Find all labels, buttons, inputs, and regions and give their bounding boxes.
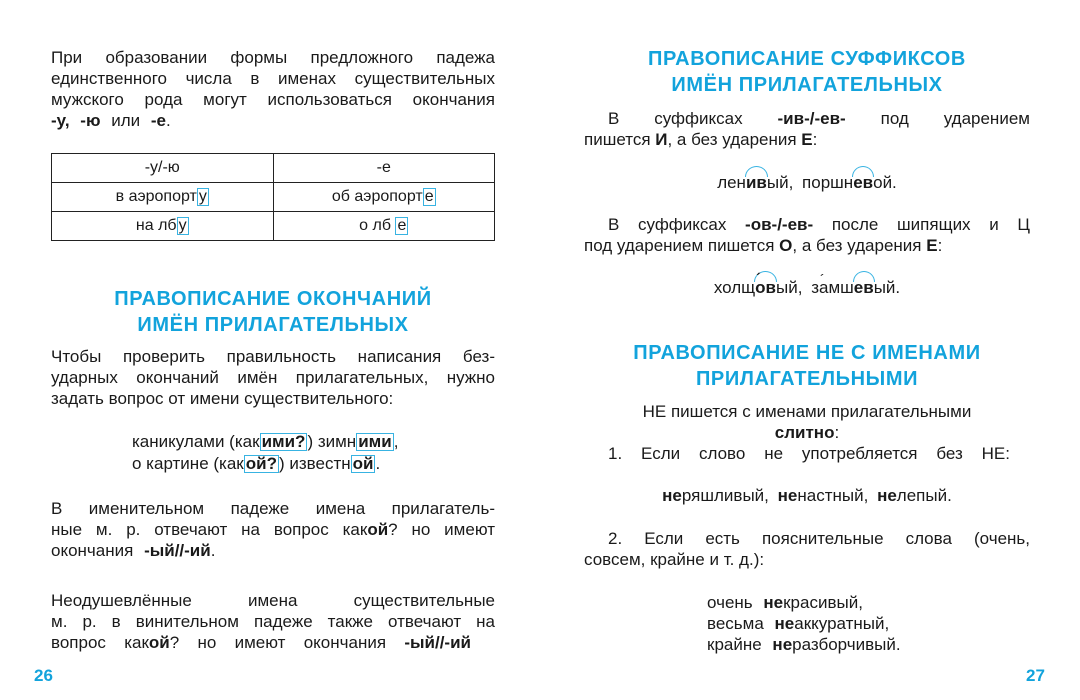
table-cell [52,183,274,212]
bold-ending: ой [367,520,389,539]
example-line-2 [132,453,512,474]
example-text: лепый. [896,486,952,505]
table-row [52,212,495,241]
page-number-left: 26 [34,666,53,685]
intro-line-1: При образовании формы предложного падежа [51,48,495,67]
example-text: ой. [873,173,897,192]
intro-dot: . [166,111,171,130]
example-text: ) зимн [307,432,357,451]
example-text: разборчивый. [792,635,901,654]
endings-table [51,153,495,241]
table-cell [273,212,495,241]
rule-text: В суффиксах [608,215,727,234]
bold-suffix: -ов-/-ев- [745,215,814,234]
nominative-text: ные м. р. отвечают на вопрос как [51,520,368,539]
cell-stem: на лб [135,217,177,234]
bold-suffix: -ив-/-ев- [777,109,846,128]
adverb: крайне [707,635,762,654]
bold-ending: -ый//-ий [144,541,211,560]
ne-point-1: 1. Если слово не употребляется без НЕ: [608,444,1010,463]
ne-rule-line-2 [584,422,1030,443]
example-text: настный, [797,486,869,505]
bold-letter: Е [801,130,813,149]
nominative-text: ? но имеют [388,520,495,539]
rule-text: , а без ударения [667,130,797,149]
bold-ending: ой [148,633,170,652]
ov-rule-line-2 [584,235,1030,256]
boxed-ending: ими? [261,432,306,451]
example-text: аккуратный, [794,614,890,633]
rule-text: под ударением [880,109,1030,128]
rule-text: после шипящих и Ц [831,215,1030,234]
ne-example-2-3 [707,634,1007,655]
table-header-row [52,154,495,183]
bold-prefix: не [763,593,784,612]
adverb: очень [707,593,753,612]
nominative-line-1: В именительном падеже имена прилагатель- [51,499,495,518]
example-text: ый, [766,173,794,192]
check-line-3: задать вопрос от имени существительного: [51,389,394,408]
section-heading-ne [584,340,1030,392]
example-text: ) известн [278,454,351,473]
bold-ending: -ый//-ий [404,633,471,652]
ne-point-2-line-1: 2. Если есть пояснительные слова (очень, [608,529,1030,548]
boxed-ending: ими [358,432,392,451]
rule-text: : [937,236,943,255]
iv-rule-line-1 [608,108,1030,129]
intro-line-3: мужского рода могут использоваться окончания [51,90,495,109]
table-header-cell: -у/-ю [52,154,274,183]
example-text: о картине (как [132,454,244,473]
heading-line: ИМЁН ПРИЛАГАТЕЛЬНЫХ [137,314,409,336]
nominative-text: . [210,541,216,560]
section-heading-endings [51,286,495,338]
ne-examples-1 [584,485,1030,506]
table-header-cell: -е [273,154,495,183]
inanimate-line-1: Неодушевлённые имена существительные [51,591,495,610]
nominative-line-2 [51,519,495,540]
bold-prefix: не [772,635,793,654]
right-page [540,0,1080,700]
boxed-ending: е [424,188,434,205]
example-text: . [375,454,381,473]
table-cell [273,183,495,212]
boxed-ending: ой [352,454,374,473]
bold-prefix: не [774,614,795,633]
iv-examples [584,172,1030,193]
word-or: или [111,111,141,130]
ending-e: -е [150,111,166,130]
bold-letter: О [779,236,793,255]
table-row [52,183,495,212]
example-text: мш [828,278,854,297]
example-text: ый. [873,278,901,297]
table-cell [52,212,274,241]
rule-text: под ударением пишется [584,236,775,255]
inanimate-line-3 [51,632,471,653]
section-heading-suffixes [584,46,1030,98]
ending-u: -у, [51,111,70,130]
suffix-arc: ев [853,278,874,297]
bold-word: слитно [774,423,835,442]
boxed-ending: ой? [245,454,277,473]
heading-line: ИМЁН ПРИЛАГАТЕЛЬНЫХ [671,74,943,96]
ne-example-2-1 [707,592,1007,613]
cell-stem: о лб [359,217,391,234]
inanimate-line-2: м. р. в винительном падеже также отвечают на [51,612,495,631]
example-text: каникулами (как [132,432,260,451]
cell-stem: в аэропорт [115,188,197,205]
inanimate-text: ? но имеют окончания [169,633,387,652]
nominative-text: окончания [51,541,134,560]
bold-prefix: не [877,486,897,505]
intro-line-4 [51,110,495,131]
suffix-arc: ив [745,173,767,192]
page-number-right: 27 [1026,666,1045,685]
inanimate-text: вопрос как [51,633,149,652]
bold-prefix: не [662,486,682,505]
bold-letter: И [655,130,668,149]
rule-text: пишется [584,130,651,149]
rule-text: : [834,423,840,442]
check-line-2: ударных окончаний имён прилагательных, нужно [51,368,495,387]
bold-letter: Е [926,236,938,255]
rule-text: В суффиксах [608,109,743,128]
iv-rule-line-2 [584,129,1030,150]
ne-rule-line-1: НЕ пишется с именами прилагательными [642,402,972,421]
boxed-ending: е [397,217,407,234]
example-text: ряшливый, [681,486,769,505]
cell-stem: об аэропорт [331,188,423,205]
bold-prefix: не [777,486,798,505]
nominative-line-3 [51,540,495,561]
adverb: весьма [707,614,764,633]
check-line-1: Чтобы проверить правильность написания без- [51,347,495,366]
ne-example-2-2 [707,613,1007,634]
rule-text: : [812,130,818,149]
example-text: , [393,432,399,451]
rule-text: , а без ударения [792,236,922,255]
ending-yu: -ю [80,111,101,130]
example-line-1 [132,431,512,452]
example-text: лен [717,173,746,192]
example-text: з [811,278,819,297]
suffix-arc: ев [853,173,874,192]
ov-examples [584,277,1030,298]
stressed-letter: а ´ [819,278,828,297]
ov-rule-line-1 [608,214,1030,235]
heading-line: ПРАВОПИСАНИЕ НЕ С ИМЕНАМИ [633,342,981,364]
example-text: поршн [802,173,854,192]
heading-line: ПРАВОПИСАНИЕ ОКОНЧАНИЙ [114,288,432,310]
suffix-arc: ов ´ [755,277,776,298]
heading-line: ПРАВОПИСАНИЕ СУФФИКСОВ [648,48,966,70]
intro-line-2: единственного числа в именах существительных [51,69,495,88]
heading-line: ПРИЛАГАТЕЛЬНЫМИ [695,368,919,390]
example-text: красивый, [783,593,863,612]
example-text: ый, [776,278,803,297]
boxed-ending: у [198,188,207,205]
ne-point-2-line-2: совсем, крайне и т. д.): [584,550,765,569]
example-text: холщ [713,278,756,297]
boxed-ending: у [178,217,187,234]
